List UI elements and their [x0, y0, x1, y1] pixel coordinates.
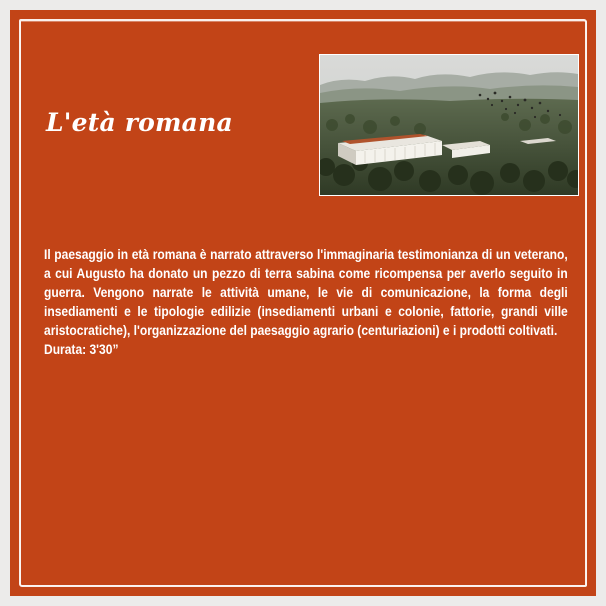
landscape-photo — [319, 54, 579, 196]
description-block — [44, 245, 568, 359]
landscape-illustration — [320, 55, 578, 195]
description-text: Il paesaggio in età romana è narrato attraverso l'immaginaria testimonianza di un veterano, a cui Augusto ha donato un pezzo di terra sabina come ricompensa per averlo seguito in guerra. Vengono narrate le attività umane, le vie di comunicazione, la forma degli insediamenti e le tipologie edilizie (insediamenti urbani e colonie, fattorie, grandi ville aristocratiche), l'organizzazione del paesaggio agrario (centuriazioni) e i prodotti coltivati. — [44, 246, 568, 338]
info-card — [10, 10, 596, 596]
slide-title: L'età romana — [46, 108, 233, 137]
duration-text: Durata: 3'30” — [44, 341, 119, 357]
